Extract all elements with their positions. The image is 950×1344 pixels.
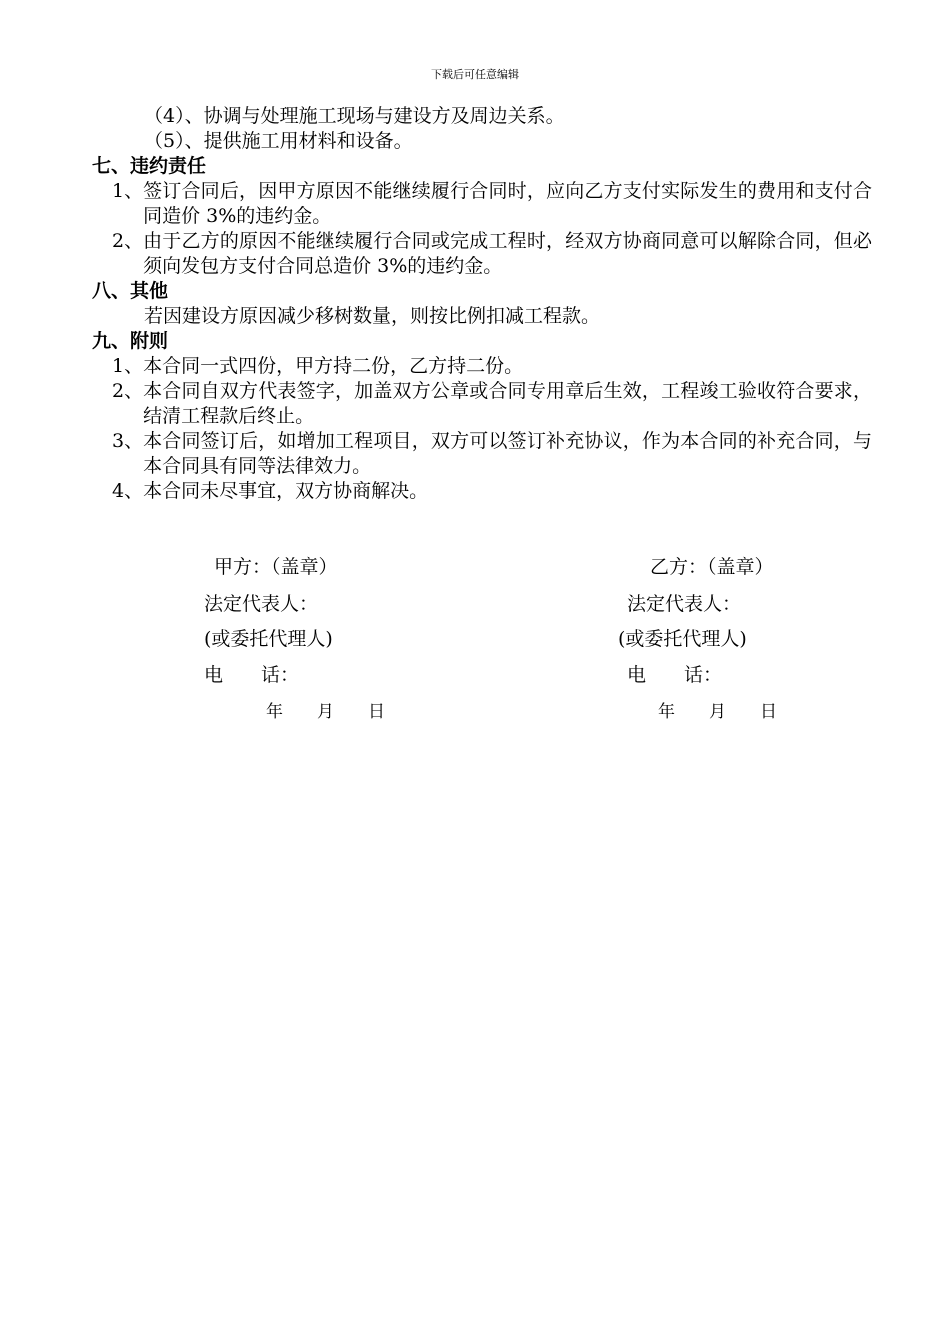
contract-body bbox=[92, 104, 872, 504]
party-a-date: 年 月 日 bbox=[266, 702, 385, 722]
item-number: 3、 bbox=[112, 430, 144, 452]
section-8-text: 若因建设方原因减少移树数量，则按比例扣减工程款。 bbox=[144, 305, 601, 327]
item-text: 本合同签订后，如增加工程项目，双方可以签订补充协议，作为本合同的补充合同，与本合同具有同等法律效力。 bbox=[143, 430, 872, 477]
item-text: 本合同一式四份，甲方持二份，乙方持二份。 bbox=[143, 355, 524, 377]
section-9-item bbox=[92, 429, 872, 479]
clause-4: （4）、协调与处理施工现场与建设方及周边关系。 bbox=[144, 105, 565, 127]
item-text: 本合同未尽事宜，双方协商解决。 bbox=[143, 480, 429, 502]
party-a-legal-rep: 法定代表人： bbox=[204, 593, 319, 615]
section-8-title: 八、其他 bbox=[92, 280, 169, 302]
party-b-date: 年 月 日 bbox=[658, 702, 777, 722]
party-a-agent: (或委托代理人) bbox=[204, 628, 333, 650]
item-text: 本合同自双方代表签字，加盖双方公章或合同专用章后生效，工程竣工验收符合要求，结清工程款后终止。 bbox=[143, 380, 872, 427]
party-b-seal: 乙方：（盖章） bbox=[650, 556, 774, 578]
party-a-phone: 电 话： bbox=[204, 664, 300, 686]
item-number: 4、 bbox=[112, 480, 144, 502]
party-b-agent: (或委托代理人) bbox=[618, 628, 747, 650]
clause-5: （5）、提供施工用材料和设备。 bbox=[144, 130, 413, 152]
section-9-item bbox=[92, 479, 872, 504]
section-7-item bbox=[92, 179, 872, 229]
item-number: 2、 bbox=[112, 380, 144, 402]
party-a-seal: 甲方：（盖章） bbox=[214, 556, 338, 578]
item-text: 由于乙方的原因不能继续履行合同或完成工程时，经双方协商同意可以解除合同，但必须向发包方支付合同总造价 3%的违约金。 bbox=[143, 230, 872, 277]
header-note: 下载后可任意编辑 bbox=[431, 68, 519, 81]
party-b-phone: 电 话： bbox=[627, 664, 723, 686]
section-9-title: 九、附则 bbox=[92, 330, 169, 352]
item-number: 1、 bbox=[112, 180, 144, 202]
item-number: 2、 bbox=[112, 230, 144, 252]
party-b-legal-rep: 法定代表人： bbox=[627, 593, 742, 615]
section-7-item bbox=[92, 229, 872, 279]
item-number: 1、 bbox=[112, 355, 144, 377]
item-text: 签订合同后，因甲方原因不能继续履行合同时，应向乙方支付实际发生的费用和支付合同造价 3%的违约金。 bbox=[143, 180, 872, 227]
section-9-item bbox=[92, 379, 872, 429]
section-7-title: 七、违约责任 bbox=[92, 155, 207, 177]
section-9-item bbox=[92, 354, 872, 379]
